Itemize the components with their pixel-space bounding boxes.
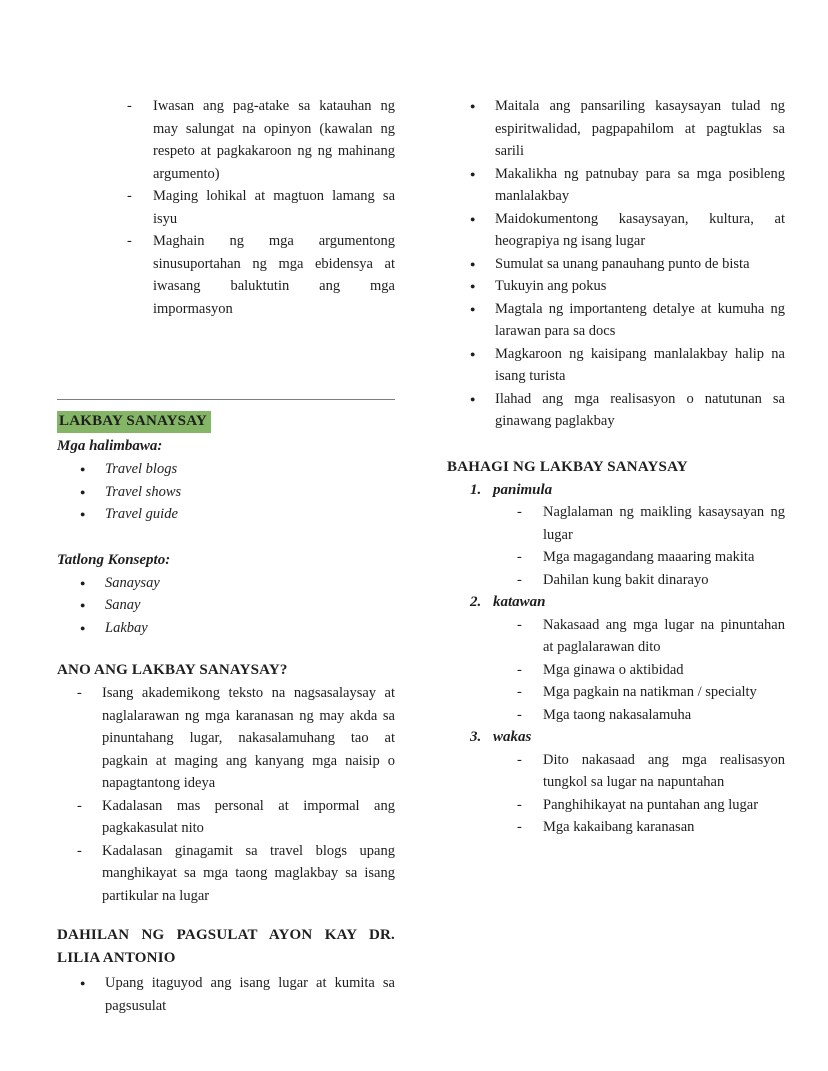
list-item-text: Lakbay [105,619,148,636]
part-number: 2. [470,594,482,610]
part-items [447,749,785,839]
list-item [57,972,395,1017]
list-item [57,230,395,320]
bullet-marker: ● [80,509,86,519]
list-item-text: Kadalasan ginagamit sa travel blogs upang manghikayat sa mga taong maglakbay sa isang partikular na lugar [102,842,395,904]
part-items [447,501,785,591]
dash-marker: - [517,571,522,588]
list-item [447,794,785,817]
dash-marker: - [77,685,82,701]
argument-guidelines-list [57,95,395,320]
dash-marker: - [517,706,522,723]
list-item-text: Magtala ng importanteng detalye at kumuha ng larawan para sa docs [495,300,785,339]
list-item [447,546,785,569]
dash-marker: - [517,796,522,813]
section-title [57,410,395,433]
part-panimula [447,479,785,592]
list-item-text: Dahilan kung bakit dinarayo [543,571,709,588]
dash-marker: - [517,684,522,700]
part-title [447,479,785,502]
list-item [447,388,785,433]
dash-marker: - [127,233,132,249]
list-item [447,275,785,298]
list-item-text: Naglalaman ng maikling kasaysayan ng lugar [543,504,785,543]
part-items [447,614,785,727]
right-column [447,95,785,839]
list-item [57,95,395,185]
list-item-text: Mga magagandang maaaring makita [543,549,755,565]
dash-marker: - [77,797,82,814]
list-item [447,95,785,163]
list-item-text: Travel guide [105,506,178,522]
dash-marker: - [77,842,82,859]
bullet-marker: ● [80,464,86,474]
list-item [447,343,785,388]
list-item-text: Ilahad ang mga realisasyon o natutunan sa ginawang paglakbay [495,390,785,429]
section-divider [57,399,395,400]
bullet-marker: ● [470,213,476,224]
part-title-text: katawan [493,594,546,610]
bullet-marker: ● [470,348,476,359]
list-item [57,481,395,504]
part-number: 1. [470,481,482,498]
list-item-text: Maging lohikal at magtuon lamang sa isyu [153,188,395,227]
part-title [447,726,785,749]
list-item [447,816,785,839]
list-item [447,749,785,794]
dash-marker: - [517,616,522,633]
list-item [447,704,785,727]
highlighted-title: LAKBAY SANAYSAY [57,411,211,433]
examples-heading: Mga halimbawa: [57,438,163,454]
list-item-text: Mga ginawa o aktibidad [543,661,684,678]
purpose-list [447,95,785,433]
list-item-text: Isang akademikong teksto na nagsasalaysay at naglalarawan ng mga karanasan ng may akda sa pinuntahang lugar, nakasalamuhang tao at pagkain at maging ang kanyang mga naisip o napagtantong ideya [102,685,395,791]
dash-marker: - [517,549,522,565]
list-item [447,569,785,592]
part-katawan [447,591,785,726]
list-item [57,503,395,526]
definition-list [57,682,395,907]
list-item [447,253,785,276]
list-item-text: Sumulat sa unang panauhang punto de bista [495,255,750,272]
part-wakas [447,726,785,839]
list-item [57,185,395,230]
list-item [447,614,785,659]
list-item-text: Tukuyin ang pokus [495,278,607,294]
list-item [57,594,395,617]
list-item-text: Mga kakaibang karanasan [543,819,695,835]
list-item [447,681,785,704]
dash-marker: - [517,661,522,678]
reason-list [57,972,395,1017]
list-item-text: Makalikha ng patnubay para sa mga posibleng manlalakbay [495,165,785,204]
part-title-text: panimula [493,481,553,498]
list-item [57,458,395,481]
list-item-text: Travel blogs [105,461,178,477]
parts-heading: BAHAGI NG LAKBAY SANAYSAY [447,458,688,475]
part-number: 3. [470,729,482,745]
list-item [447,208,785,253]
bullet-marker: ● [470,281,476,291]
list-item [447,163,785,208]
bullet-marker: ● [80,486,86,497]
list-item-text: Iwasan ang pag-atake sa katauhan ng may salungat na opinyon (kawalan ng respeto at pagkakaroon ng ng mahinang argumento) [153,98,395,182]
dash-marker: - [517,504,522,520]
part-title-text: wakas [493,729,532,745]
list-item-text: Mga pagkain na natikman / specialty [543,684,757,700]
definition-heading: ANO ANG LAKBAY SANAYSAY? [57,662,288,678]
list-item-text: Sanay [105,597,141,613]
list-item [57,795,395,840]
list-item-text: Magkaroon ng kaisipang manlalakbay halip na isang turista [495,345,785,384]
examples-list [57,458,395,526]
list-item [447,501,785,546]
list-item-text: Maghain ng mga argumentong sinusuportahan ng mga ebidensya at iwasang baluktutin ang mga impormasyon [153,233,395,317]
bullet-marker: ● [470,303,476,314]
left-column [57,95,395,1017]
part-title [447,591,785,614]
dash-marker: - [127,98,132,114]
bullet-marker: ● [80,577,86,588]
bullet-marker: ● [80,600,86,610]
list-item [57,682,395,795]
parts-list [447,479,785,839]
list-item-text: Dito nakasaad ang mga realisasyon tungkol sa lugar na napuntahan [543,751,785,790]
list-item-text: Panghihikayat na puntahan ang lugar [543,796,759,813]
list-item-text: Sanaysay [105,574,160,591]
bullet-marker: ● [80,622,86,633]
concepts-heading: Tatlong Konsepto: [57,551,171,568]
bullet-marker: ● [470,168,476,179]
list-item-text: Upang itaguyod ang isang lugar at kumita sa pagsusulat [105,975,395,1014]
list-item [57,572,395,595]
list-item-text: Mga taong nakasalamuha [543,706,692,723]
bullet-marker: ● [470,101,476,111]
list-item-text: Maidokumentong kasaysayan, kultura, at heograpiya ng isang lugar [495,210,785,249]
list-item-text: Maitala ang pansariling kasaysayan tulad ng espiritwalidad, pagpapahilom at pagtuklas sa sarili [495,98,785,159]
list-item-text: Kadalasan mas personal at impormal ang pagkakasulat nito [102,797,395,836]
dash-marker: - [517,751,522,768]
list-item-text: Travel shows [105,483,182,500]
list-item [447,659,785,682]
bullet-marker: ● [470,393,476,404]
bullet-marker: ● [80,978,86,988]
list-item [57,617,395,640]
list-item [57,840,395,908]
concepts-list [57,572,395,640]
dash-marker: - [127,188,132,204]
list-item [447,298,785,343]
reason-heading: DAHILAN NG PAGSULAT AYON KAY DR. LILIA ANTONIO [57,927,395,966]
list-item-text: Nakasaad ang mga lugar na pinuntahan at paglalarawan dito [543,616,785,655]
bullet-marker: ● [470,258,476,269]
dash-marker: - [517,819,522,835]
